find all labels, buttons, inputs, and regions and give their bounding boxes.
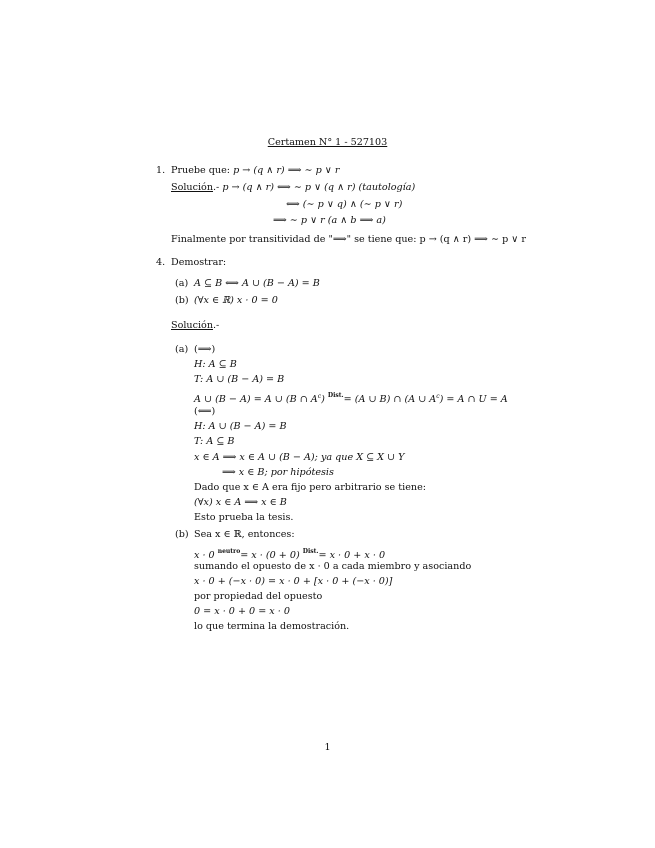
solution-b-line-2-part-3: = x · 0 + x · 0 (318, 550, 386, 561)
problem-4-number: 4. (156, 257, 166, 268)
solution-b-line-6: 0 = x · 0 + 0 = x · 0 (194, 606, 290, 617)
problem-4-part-b: (∀x ∈ ℝ) x · 0 = 0 (194, 295, 278, 306)
neutral-mark: neutro (217, 548, 241, 555)
solution-a-line-10: Dado que x ∈ A era fijo pero arbitrario se tiene: (194, 482, 426, 493)
distributive-mark: Dist. (302, 548, 319, 555)
solution-a-label: (a) (175, 344, 189, 355)
solution-a-line-5: (⟸) (194, 406, 216, 417)
solution-a-line-1: (⟹) (194, 344, 216, 355)
problem-1-number: 1. (156, 165, 166, 176)
problem-1-step-1-line (171, 182, 415, 194)
solution-a-line-4-part-1: A ∪ (B − A) = A ∪ (B ∩ A (194, 394, 318, 405)
problem-4-part-b-label: (b) (175, 295, 189, 306)
solution-a-line-4 (194, 390, 508, 406)
problem-1-statement (171, 165, 339, 177)
solution-lead: .- (213, 320, 220, 331)
problem-4-solution-heading (171, 320, 219, 332)
problem-1-step-2: ⟺ (∼ p ∨ q) ∧ (∼ p ∨ r) (286, 199, 403, 210)
solution-a-line-4-part-2: ) (321, 394, 325, 405)
solution-b-line-5: por propiedad del opuesto (194, 591, 323, 602)
solution-b-line-4: x · 0 + (−x · 0) = x · 0 + [x · 0 + (−x · 0)] (194, 576, 393, 587)
solution-a-line-8: x ∈ A ⟹ x ∈ A ∪ (B − A); ya que X ⊆ X ∪ Y (194, 452, 405, 463)
solution-a-line-4-part-3: = (A ∪ B) ∩ (A ∪ A (343, 394, 437, 405)
problem-1-statement-label: Pruebe que: (171, 165, 230, 176)
solution-a-line-12: Esto prueba la tesis. (194, 512, 294, 523)
solution-b-label: (b) (175, 529, 189, 540)
solution-b-line-1: Sea x ∈ ℝ, entonces: (194, 529, 295, 540)
problem-1-step-3: ⟹ ∼ p ∨ r (a ∧ b ⟹ a) (273, 215, 386, 226)
solution-b-line-2 (194, 546, 385, 562)
distributive-mark: Dist. (327, 392, 344, 399)
problem-4-part-a: A ⊆ B ⟺ A ∪ (B − A) = B (194, 278, 320, 289)
solution-a-line-7: T: A ⊆ B (194, 436, 235, 447)
solution-a-line-6: H: A ∪ (B − A) = B (194, 421, 287, 432)
complement-mark: c (317, 392, 322, 400)
problem-1-conclusion: Finalmente por transitividad de "⟹" se tiene que: p → (q ∧ r) ⟹ ∼ p ∨ r (171, 234, 526, 245)
solution-a-line-2: H: A ⊆ B (194, 359, 237, 370)
solution-a-line-4-part-4: ) = A ∩ U = A (439, 394, 508, 405)
solution-b-line-7: lo que termina la demostración. (194, 621, 350, 632)
solution-label: Solución (171, 320, 213, 331)
problem-4-part-a-label: (a) (175, 278, 189, 289)
solution-lead: .- (213, 182, 220, 193)
solution-a-line-11: (∀x) x ∈ A ⟹ x ∈ B (194, 497, 287, 508)
solution-label: Solución (171, 182, 213, 193)
solution-b-line-2-part-1: x · 0 (194, 550, 215, 561)
solution-a-line-3: T: A ∪ (B − A) = B (194, 374, 285, 385)
complement-mark: c (436, 392, 440, 400)
solution-b-line-2-part-2: = x · (0 + 0) (240, 550, 300, 561)
problem-1-statement-formula: p → (q ∧ r) ⟹ ∼ p ∨ r (233, 165, 340, 176)
page-title: Certamen N° 1 - 527103 (267, 137, 388, 148)
solution-b-line-3: sumando el opuesto de x · 0 a cada miembro y asociando (194, 561, 472, 572)
page-number: 1 (324, 742, 331, 753)
solution-a-line-9: ⟹ x ∈ B; por hipótesis (222, 467, 334, 478)
problem-4-statement: Demostrar: (171, 257, 227, 268)
problem-1-step-1: p → (q ∧ r) ⟺ ∼ p ∨ (q ∧ r) (tautología) (222, 182, 416, 193)
